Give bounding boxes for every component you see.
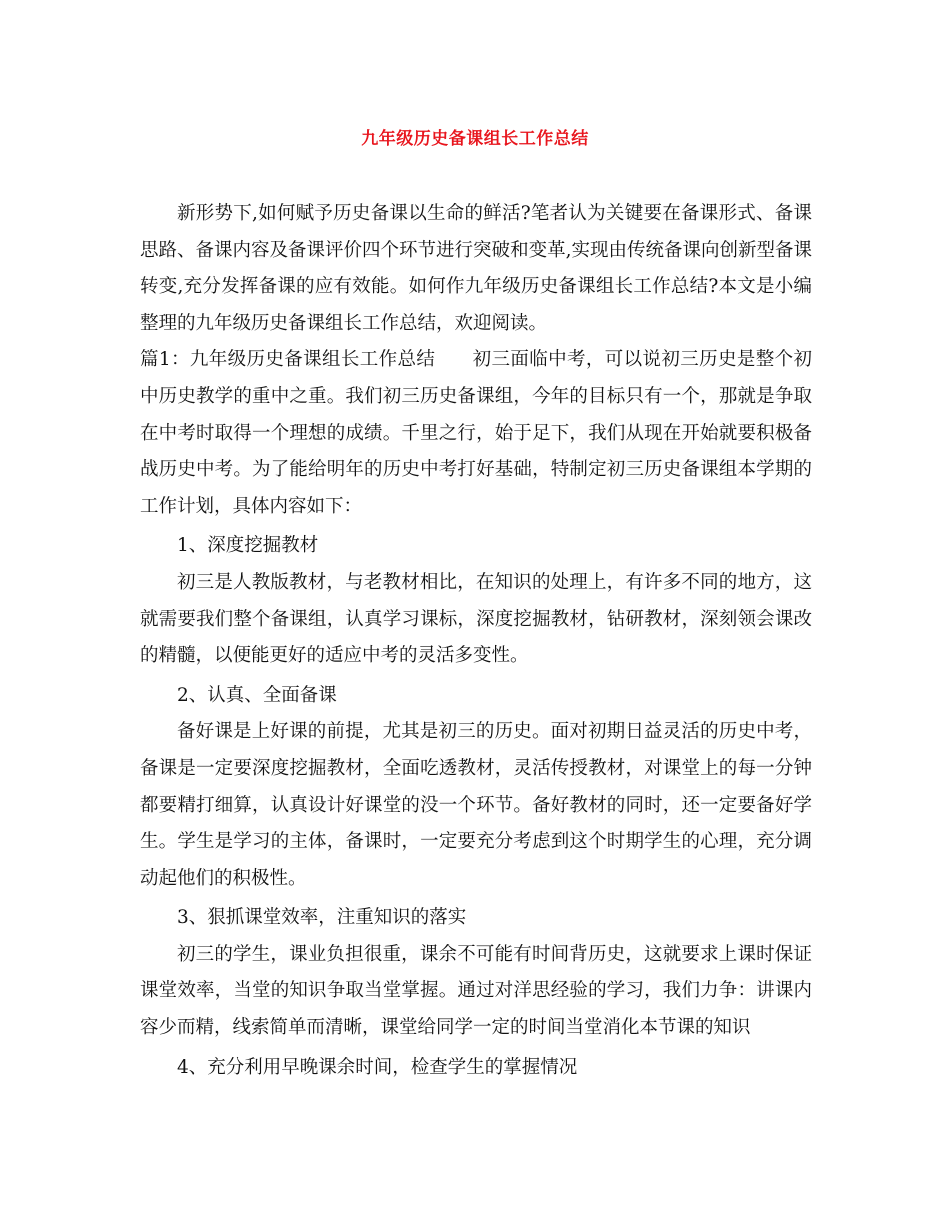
document-body <box>140 196 812 1086</box>
section-text-2: 备好课是上好课的前提，尤其是初三的历史。面对初期日益灵活的历史中考，备课是一定要深度挖掘教材，全面吃透教材，灵活传授教材，对课堂上的每一分钟都要精打细算，认真设计好课堂的没一个环节。备好教材的同时，还一定要备好学生。学生是学习的主体，备课时，一定要充分考虑到这个时期学生的心理，充分调动起他们的积极性。 <box>140 721 812 889</box>
section-heading-4: 4、充分利用早晚课余时间，检查学生的掌握情况 <box>177 1056 578 1078</box>
section-heading-3: 3、狠抓课堂效率，注重知识的落实 <box>177 907 467 929</box>
section-heading-1: 1、深度挖掘教材 <box>177 535 319 557</box>
chapter-paragraph <box>140 342 812 525</box>
document-title: 九年级历史备课组长工作总结 <box>361 129 589 149</box>
section-text-3: 初三的学生，课业负担很重，课余不可能有时间背历史，这就要求上课时保证课堂效率，当堂的知识争取当堂掌握。通过对洋思经验的学习，我们力争：讲课内容少而精，线索简单而清晰，课堂给同学一定的时间当堂消化本节课的知识 <box>140 943 812 1039</box>
chapter-title: 篇1：九年级历史备课组长工作总结 <box>140 349 436 371</box>
intro-paragraph: 新形势下,如何赋予历史备课以生命的鲜活?笔者认为关键要在备课形式、备课思路、备课内容及备课评价四个环节进行突破和变革,实现由传统备课向创新型备课转变,充分发挥备课的应有效能。如何作九年级历史备课组长工作总结?本文是小编整理的九年级历史备课组长工作总结，欢迎阅读。 <box>140 203 812 334</box>
section-text-1: 初三是人教版教材，与老教材相比，在知识的处理上，有许多不同的地方，这就需要我们整个备课组，认真学习课标，深度挖掘教材，钻研教材，深刻领会课改的精髓，以便能更好的适应中考的灵活多变性。 <box>140 571 812 667</box>
chapter-intro: 初三面临中考，可以说初三历史是整个初中历史教学的重中之重。我们初三历史备课组，今年的目标只有一个，那就是争取在中考时取得一个理想的成绩。千里之行，始于足下，我们从现在开始就要积极备战历史中考。为了能给明年的历史中考打好基础，特制定初三历史备课组本学期的工作计划，具体内容如下： <box>140 349 812 517</box>
section-heading-2: 2、认真、全面备课 <box>177 684 337 706</box>
